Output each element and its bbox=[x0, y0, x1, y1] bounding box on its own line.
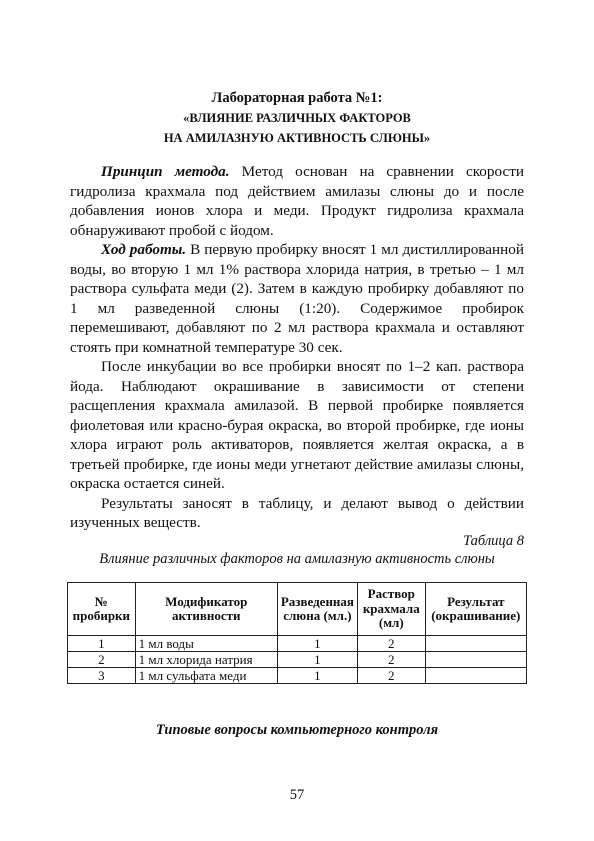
table-cell: 1 bbox=[277, 652, 357, 668]
header-starch-solution: Раствор крахмала (мл) bbox=[357, 583, 425, 636]
table-caption: Влияние различных факторов на амилазную активность слюны bbox=[99, 551, 495, 567]
header-diluted-saliva: Разведенная слюна (мл.) bbox=[277, 583, 357, 636]
paragraph-incubation bbox=[70, 357, 524, 494]
table-cell: 1 bbox=[68, 636, 136, 652]
paragraph-results bbox=[70, 494, 524, 533]
table-cell: 1 мл хлорида натрия bbox=[135, 652, 277, 668]
table-cell: 3 bbox=[68, 668, 136, 684]
header-modifier: Модификатор активности bbox=[135, 583, 277, 636]
paragraph-text: Метод основан на сравнении скорости гидролиза крахмала под действием амилазы слюны до и после добавления ионов хлора и меди. Продукт гидролиза крахмала обнаруживают пробой с йодом. bbox=[70, 163, 524, 239]
table-cell bbox=[425, 668, 526, 684]
paragraph-lead: Ход работы. bbox=[101, 241, 187, 258]
table-header-row bbox=[68, 583, 527, 636]
table-row bbox=[68, 636, 527, 652]
table-number: Таблица 8 bbox=[463, 533, 524, 549]
paragraph-text: После инкубации во все пробирки вносят по 1–2 кап. раствора йода. Наблюдают окрашивание в зависимости от степени расщепления крахмала амилазой. В первой пробирке появляется фиолетовая или красно-бурая окраска, во второй пробирке, где ионы хлора играют роль активаторов, появляется желтая окраска, а в третьей пробирке, где ионы меди угнетают действие амилазы слюны, окраска остается синей. bbox=[70, 358, 524, 492]
section-heading-questions: Типовые вопросы компьютерного контроля bbox=[155, 722, 439, 738]
paragraph-principle bbox=[70, 162, 524, 240]
paragraph-lead: Принцип метода. bbox=[101, 163, 230, 180]
table-cell: 2 bbox=[357, 668, 425, 684]
table-cell: 2 bbox=[68, 652, 136, 668]
table-cell bbox=[425, 636, 526, 652]
table-cell: 2 bbox=[357, 636, 425, 652]
lab-work-subtitle-line1: «ВЛИЯНИЕ РАЗЛИЧНЫХ ФАКТОРОВ bbox=[183, 111, 411, 125]
header-tube-number: № пробирки bbox=[68, 583, 136, 636]
table-row bbox=[68, 652, 527, 668]
lab-work-subtitle-line2: НА АМИЛАЗНУЮ АКТИВНОСТЬ СЛЮНЫ» bbox=[163, 131, 431, 145]
table-cell: 1 bbox=[277, 636, 357, 652]
lab-work-title: Лабораторная работа №1: bbox=[211, 90, 383, 106]
page-number: 57 bbox=[289, 787, 305, 803]
body-text bbox=[70, 162, 524, 533]
paragraph-text: Результаты заносят в таблицу, и делают вывод о действии изученных веществ. bbox=[70, 494, 524, 531]
table-cell bbox=[425, 652, 526, 668]
paragraph-procedure bbox=[70, 240, 524, 357]
paragraph-text: В первую пробирку вносят 1 мл дистиллированной воды, во вторую 1 мл 1% раствора хлорида натрия, в третью – 1 мл раствора сульфата меди (2). Затем в каждую пробирку добавляют по 1 мл разведенной слюны (1:20). Содержимое пробирок перемешивают, добавляют по 2 мл раствора крахмала и оставляют стоять при комнатной температуре 30 сек. bbox=[70, 241, 525, 356]
results-table bbox=[67, 582, 527, 684]
table-row bbox=[68, 668, 527, 684]
header-result: Результат (окрашивание) bbox=[425, 583, 526, 636]
table-cell: 1 мл воды bbox=[135, 636, 277, 652]
table-cell: 1 мл сульфата меди bbox=[135, 668, 277, 684]
table-cell: 2 bbox=[357, 652, 425, 668]
table-cell: 1 bbox=[277, 668, 357, 684]
